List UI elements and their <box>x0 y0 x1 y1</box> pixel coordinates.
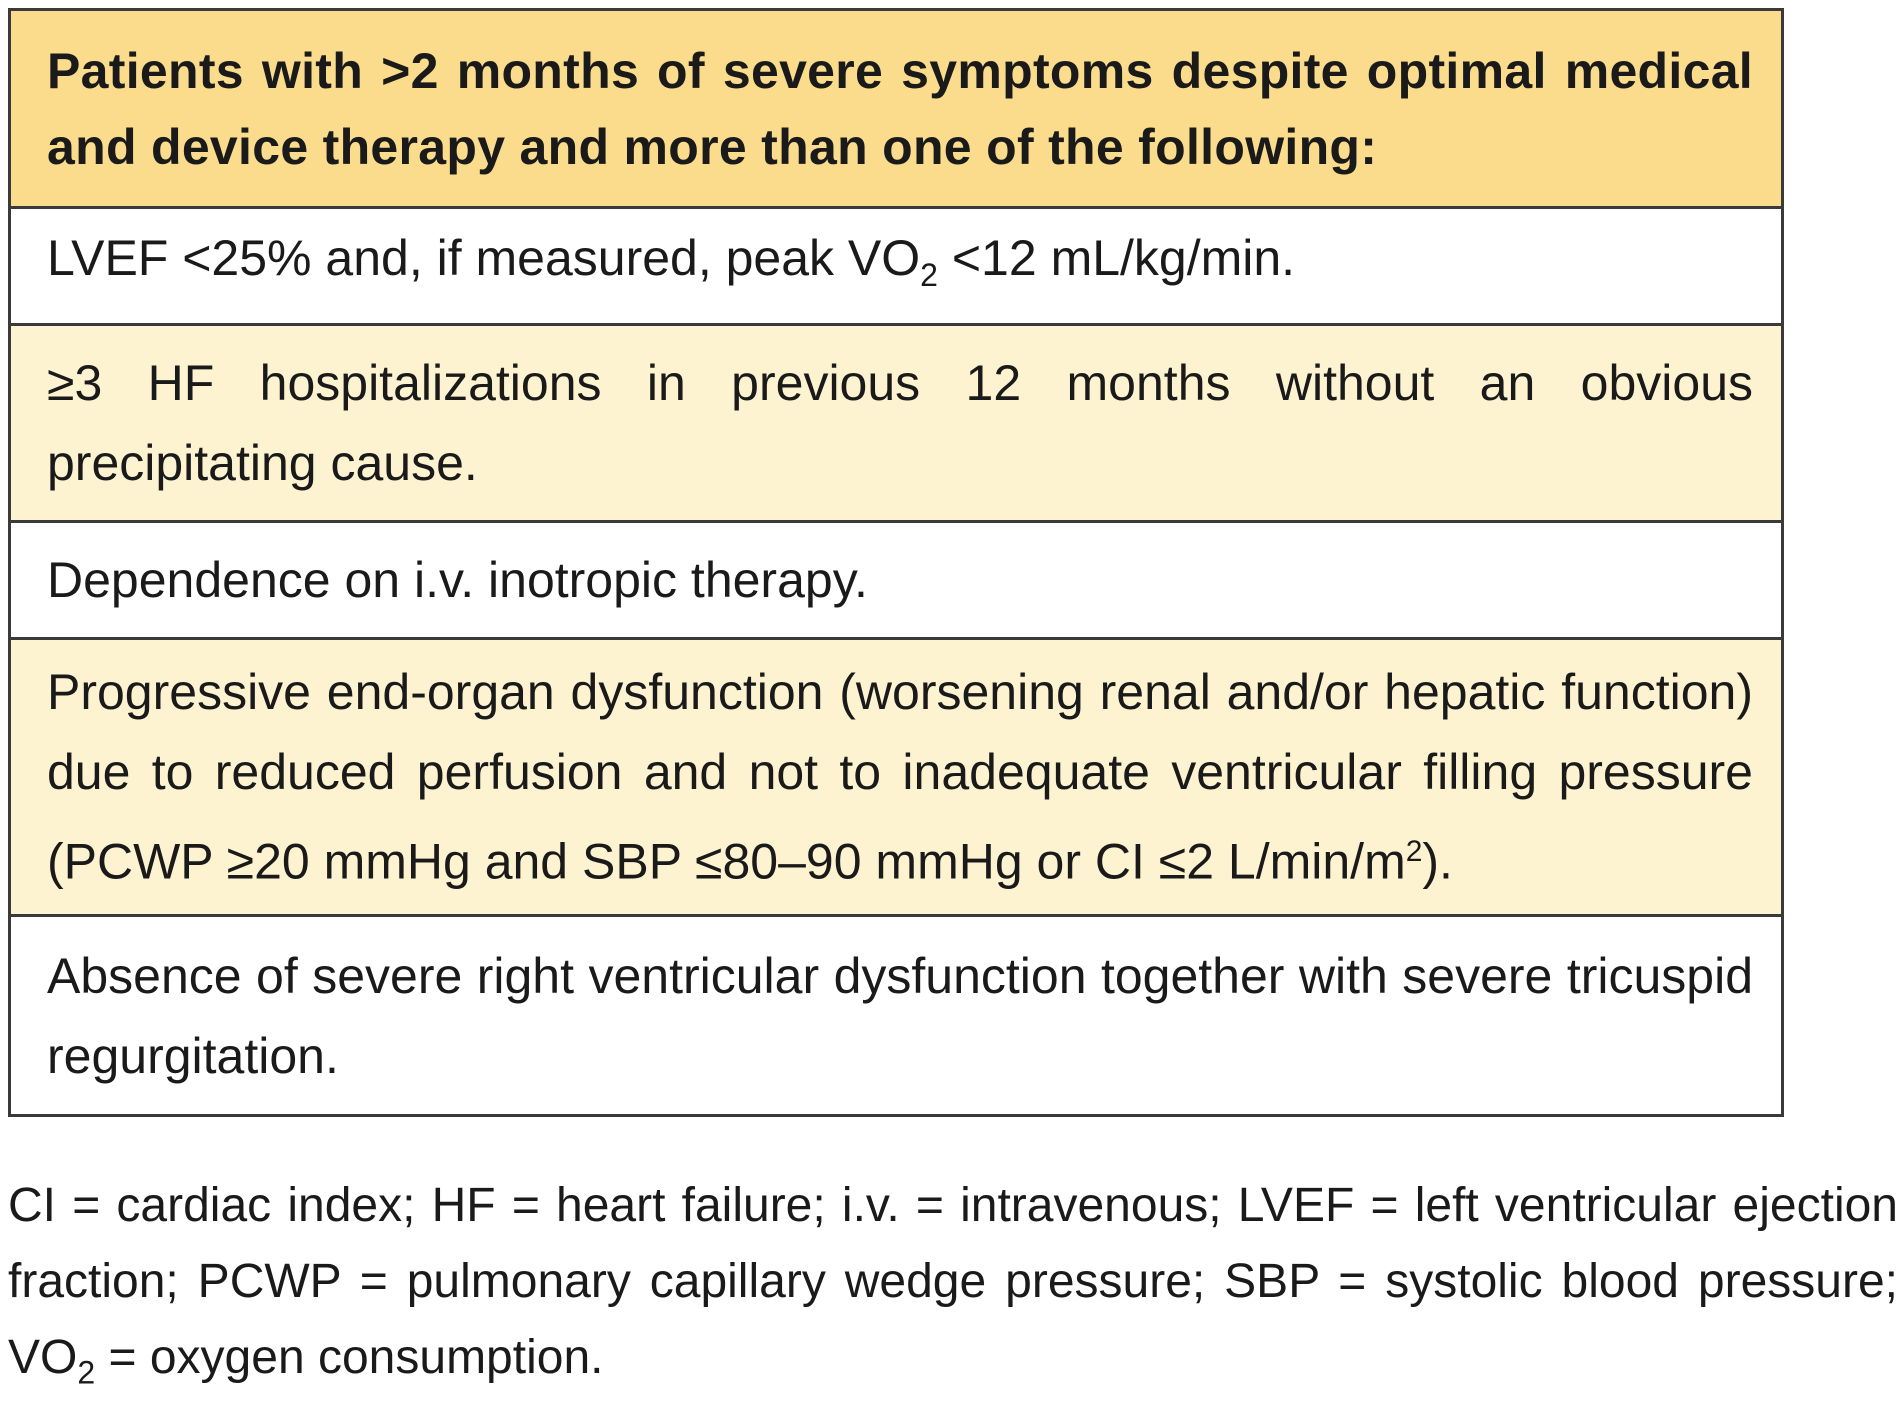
criterion-inotropic: Dependence on i.v. inotropic therapy. <box>47 552 868 608</box>
table-header-text: Patients with >2 months of severe symptoms despite optimal medical and device therapy and more than one of the following: <box>47 42 1753 175</box>
criterion-lvef-text-end: <12 mL/kg/min. <box>937 229 1296 286</box>
criterion-lvef <box>47 218 1753 315</box>
criterion-hospitalizations: ≥3 HF hospitalizations in previous 12 months without an obvious precipitating cause. <box>47 355 1753 491</box>
criteria-table <box>8 8 1784 1117</box>
table-row <box>11 523 1781 640</box>
criterion-end-organ <box>47 652 1753 902</box>
footnote-subscript-2: 2 <box>77 1354 96 1391</box>
table-row <box>11 209 1781 326</box>
table-header <box>11 11 1781 209</box>
superscript-2: 2 <box>1405 835 1423 869</box>
criterion-right-ventricle: Absence of severe right ventricular dysfunction together with severe tricuspid regurgitation. <box>47 947 1753 1084</box>
table-footnote <box>8 1168 1898 1411</box>
table-row <box>11 640 1781 917</box>
criterion-lvef-text: LVEF <25% and, if measured, peak VO <box>47 229 921 286</box>
criterion-end-organ-text-end: ). <box>1422 833 1453 890</box>
table-row <box>11 917 1781 1114</box>
criterion-end-organ-text: Progressive end-organ dysfunction (worsening renal and/or hepatic function) due to reduced perfusion and not to inadequate ventricular filling pressure (PCWP ≥20 mmHg and SBP ≤80–90 mmHg or CI ≤2 L/min/m <box>47 664 1753 890</box>
footnote-text: CI = cardiac index; HF = heart failure; i.v. = intravenous; LVEF = left ventricular ejection fraction; PCWP = pulmonary capillary wedge pressure; SBP = systolic blood pressure; VO <box>8 1179 1898 1384</box>
subscript-2: 2 <box>920 256 938 293</box>
table-row <box>11 326 1781 523</box>
footnote-text-end: = oxygen consumption. <box>95 1331 604 1384</box>
